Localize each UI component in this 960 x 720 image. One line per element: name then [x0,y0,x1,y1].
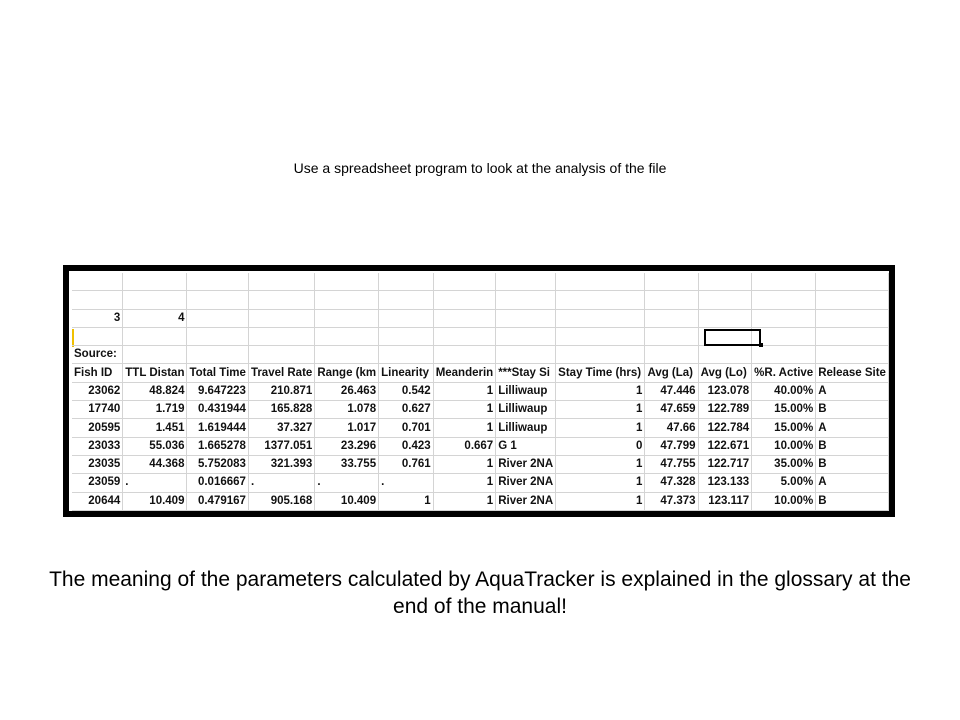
cell[interactable]: A [816,382,889,400]
cell[interactable]: G 1 [496,437,556,455]
cell[interactable]: 5.00% [752,474,816,492]
cell[interactable]: 20644 [72,492,123,510]
fill-handle[interactable] [759,343,763,347]
cell[interactable]: Lilliwaup [496,382,556,400]
table-row [72,437,889,455]
column-header[interactable]: Avg (Lo) [698,364,752,382]
table-row [72,474,889,492]
cell[interactable]: 23062 [72,382,123,400]
cell[interactable]: 10.00% [752,437,816,455]
cell[interactable]: 3 [72,309,123,327]
cell[interactable]: River 2NA [496,492,556,510]
table-row [72,419,889,437]
cell[interactable]: 26.463 [315,382,379,400]
table-row [72,401,889,419]
cell[interactable]: 1.078 [315,401,379,419]
spreadsheet-screenshot [63,265,895,517]
cell[interactable]: A [816,474,889,492]
sheet-row-values [72,309,889,327]
cell[interactable]: 1.719 [123,401,187,419]
cell[interactable]: 23059 [72,474,123,492]
cell[interactable]: 122.789 [698,401,752,419]
cell[interactable]: 47.66 [645,419,698,437]
cell[interactable]: 37.327 [248,419,314,437]
cell[interactable]: 1.451 [123,419,187,437]
source-label[interactable]: Source: [72,346,123,364]
cell[interactable]: 40.00% [752,382,816,400]
sheet-row-empty [72,291,889,309]
column-header[interactable]: Stay Time (hrs) [556,364,645,382]
cell[interactable]: 5.752083 [187,455,248,473]
cell[interactable]: 47.373 [645,492,698,510]
cell[interactable]: 23033 [72,437,123,455]
cell[interactable]: 122.784 [698,419,752,437]
cell[interactable]: 23.296 [315,437,379,455]
column-header[interactable]: Range (km [315,364,379,382]
cell[interactable]: 1 [556,401,645,419]
cell[interactable]: 1.665278 [187,437,248,455]
cell[interactable]: 1 [379,492,434,510]
cell[interactable]: 1 [433,455,496,473]
cell[interactable]: 17740 [72,401,123,419]
column-header[interactable]: Fish ID [72,364,123,382]
cell[interactable]: Lilliwaup [496,419,556,437]
cell[interactable]: 1 [556,474,645,492]
cell[interactable]: B [816,455,889,473]
column-header[interactable]: TTL Distan [123,364,187,382]
cell[interactable]: 0.423 [379,437,434,455]
cell[interactable]: 0.701 [379,419,434,437]
cell[interactable]: Lilliwaup [496,401,556,419]
cell[interactable]: 10.409 [315,492,379,510]
cell[interactable]: 47.659 [645,401,698,419]
cell[interactable]: 0 [556,437,645,455]
sheet-row-source [72,346,889,364]
column-header[interactable]: ***Stay Si [496,364,556,382]
column-header[interactable]: Linearity [379,364,434,382]
cell[interactable]: 55.036 [123,437,187,455]
caption-bottom: The meaning of the parameters calculated by AquaTracker is explained in the glossary at the end of the manual! [49,568,911,618]
cell[interactable]: 1377.051 [248,437,314,455]
cell[interactable]: 44.368 [123,455,187,473]
cell[interactable]: River 2NA [496,474,556,492]
column-header[interactable]: Total Time [187,364,248,382]
cell[interactable]: 1 [433,401,496,419]
sheet-row-empty [72,273,889,291]
cell[interactable]: . [123,474,187,492]
cell[interactable]: 1.619444 [187,419,248,437]
column-header[interactable]: Avg (La) [645,364,698,382]
cell[interactable]: 1 [433,492,496,510]
table-row [72,455,889,473]
cell[interactable]: 165.828 [248,401,314,419]
cell[interactable]: 4 [123,309,187,327]
sheet-row-empty [72,327,889,345]
cell[interactable]: 122.671 [698,437,752,455]
cell[interactable]: 0.542 [379,382,434,400]
cell[interactable]: 0.667 [433,437,496,455]
cell[interactable]: 48.824 [123,382,187,400]
selected-cell[interactable] [704,329,761,346]
cell[interactable]: 0.627 [379,401,434,419]
cell[interactable]: 35.00% [752,455,816,473]
cell[interactable]: 0.761 [379,455,434,473]
caption-top: Use a spreadsheet program to look at the analysis of the file [293,160,667,176]
cell[interactable]: . [315,474,379,492]
column-header[interactable]: Release Site [816,364,889,382]
cell[interactable]: 905.168 [248,492,314,510]
cell[interactable]: 9.647223 [187,382,248,400]
cell[interactable]: 10.409 [123,492,187,510]
cell[interactable]: 20595 [72,419,123,437]
cell[interactable]: 1.017 [315,419,379,437]
cell[interactable]: 1 [556,492,645,510]
cell[interactable]: 0.479167 [187,492,248,510]
cell[interactable]: 1 [433,382,496,400]
column-header[interactable]: %R. Active [752,364,816,382]
cell[interactable]: 123.133 [698,474,752,492]
cell[interactable]: B [816,401,889,419]
cell[interactable]: 47.799 [645,437,698,455]
spreadsheet-grid [72,273,889,511]
cell[interactable]: 15.00% [752,401,816,419]
cell[interactable]: 10.00% [752,492,816,510]
cell[interactable]: 123.117 [698,492,752,510]
cell[interactable]: . [379,474,434,492]
cell[interactable]: 33.755 [315,455,379,473]
column-header[interactable]: Travel Rate [248,364,314,382]
sheet-header-row [72,364,889,382]
cell[interactable]: 1 [556,419,645,437]
cell[interactable]: B [816,437,889,455]
cell[interactable]: 122.717 [698,455,752,473]
cell[interactable]: 1 [556,455,645,473]
cell[interactable]: River 2NA [496,455,556,473]
cell[interactable]: 47.328 [645,474,698,492]
cell[interactable]: B [816,492,889,510]
sheet-data-body [72,382,889,510]
column-header[interactable]: Meanderin [433,364,496,382]
cell[interactable]: 0.431944 [187,401,248,419]
table-row [72,382,889,400]
cell[interactable]: 47.446 [645,382,698,400]
cell[interactable]: . [248,474,314,492]
cell[interactable]: 23035 [72,455,123,473]
cell[interactable]: 1 [556,382,645,400]
cell[interactable]: 1 [433,474,496,492]
cell[interactable]: 1 [433,419,496,437]
cell[interactable]: 321.393 [248,455,314,473]
cell[interactable]: 123.078 [698,382,752,400]
table-row [72,492,889,510]
cell[interactable]: 47.755 [645,455,698,473]
cell[interactable]: 0.016667 [187,474,248,492]
cell[interactable]: 210.871 [248,382,314,400]
cell[interactable]: A [816,419,889,437]
cell[interactable]: 15.00% [752,419,816,437]
